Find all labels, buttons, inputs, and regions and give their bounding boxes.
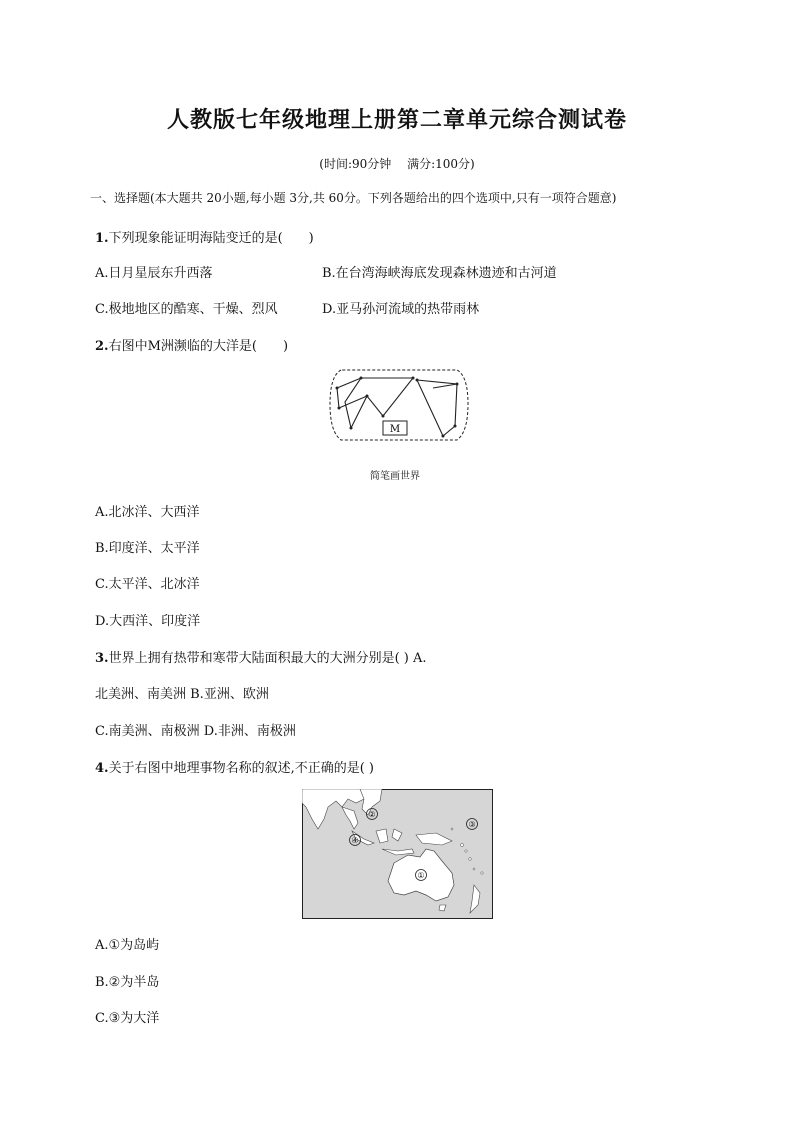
sketch-world-figure <box>325 366 473 446</box>
map-label-3: ③ <box>468 820 476 829</box>
map-label-4: ④ <box>351 836 359 845</box>
continent-m-label: M <box>389 424 401 435</box>
q1-option-b: B.在台湾海峡海底发现森林遗迹和古河道 <box>322 266 557 281</box>
map-label-2: ② <box>368 810 376 819</box>
q4-option-b: B.②为半岛 <box>95 975 160 990</box>
question-2 <box>95 335 288 354</box>
question-number: 2. <box>95 339 109 354</box>
q4-option-a: A.①为岛屿 <box>95 938 160 953</box>
q2-option-a: A.北冰洋、大西洋 <box>95 505 200 520</box>
section-heading: 一、选择题(本大题共 20小题,每小题 3分,共 60分。下列各题给出的四个选项中,只有一项符合题意) <box>90 191 617 205</box>
page-title: 人教版七年级地理上册第二章单元综合测试卷 <box>166 107 627 133</box>
figure-caption: 简笔画世界 <box>370 471 420 482</box>
question-stem: 下列现象能证明海陆变迁的是( ) <box>108 231 314 246</box>
q2-option-d: D.大西洋、印度洋 <box>95 614 201 629</box>
exam-info: (时间:90分钟 满分:100分) <box>319 157 475 171</box>
q3-options-line-1: 北美洲、南美洲 B.亚洲、欧洲 <box>95 687 269 702</box>
question-1 <box>95 227 314 246</box>
question-number: 3. <box>95 651 109 666</box>
q4-option-c: C.③为大洋 <box>95 1011 160 1026</box>
q3-options-line-2: C.南美洲、南极洲 D.非洲、南极洲 <box>95 724 296 739</box>
region-map-figure <box>302 789 493 919</box>
question-stem: 关于右图中地理事物名称的叙述,不正确的是( ) <box>108 761 374 776</box>
q2-option-b: B.印度洋、太平洋 <box>95 541 200 556</box>
q1-option-c: C.极地地区的酷寒、干燥、烈风 <box>95 302 278 317</box>
q1-option-a: A.日月星辰东升西落 <box>95 266 213 281</box>
q1-option-d: D.亚马孙河流域的热带雨林 <box>322 302 480 317</box>
question-stem: 世界上拥有热带和寒带大陆面积最大的大洲分别是( ) A. <box>108 651 427 666</box>
map-label-1: ① <box>417 871 425 880</box>
question-stem: 右图中M洲濒临的大洋是( ) <box>108 339 289 354</box>
question-number: 4. <box>95 761 109 776</box>
question-4 <box>95 757 374 776</box>
question-number: 1. <box>95 231 109 246</box>
q2-option-c: C.太平洋、北冰洋 <box>95 577 200 592</box>
question-3 <box>95 647 427 666</box>
